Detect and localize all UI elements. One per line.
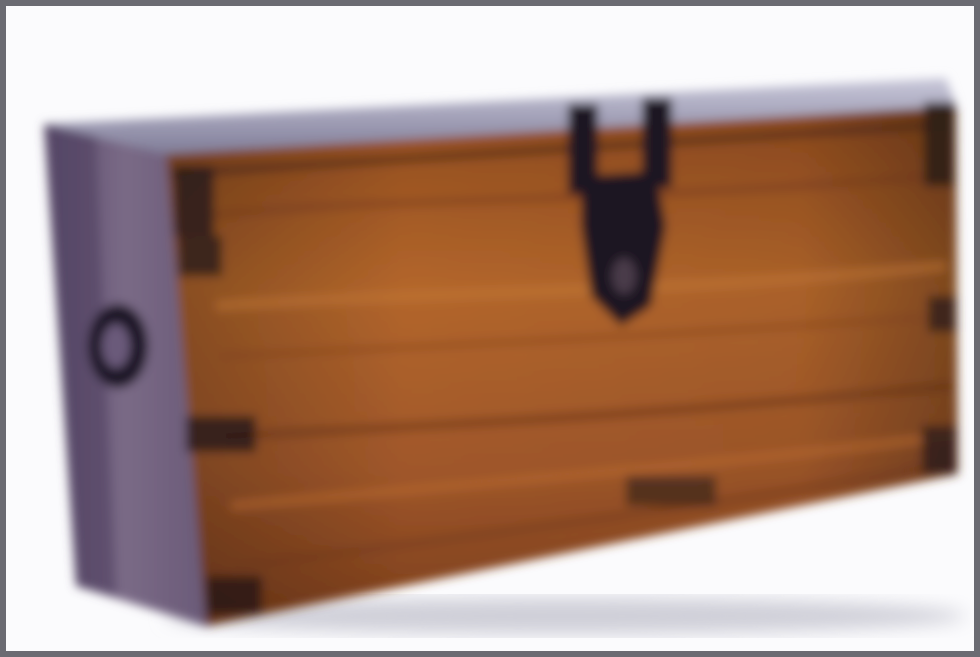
wooden-chest-illustration bbox=[6, 6, 974, 651]
iron-corner-mid-left bbox=[178, 236, 222, 276]
iron-strip-bottom bbox=[626, 476, 716, 506]
iron-corner-top-right bbox=[924, 102, 954, 186]
side-handle bbox=[88, 304, 148, 388]
iron-corner-mid-right bbox=[928, 296, 956, 332]
chest-body bbox=[44, 78, 958, 626]
photo-canvas bbox=[6, 6, 974, 651]
iron-corner-top-left bbox=[174, 166, 214, 236]
iron-corner-bottom-right bbox=[922, 426, 956, 474]
iron-band-left bbox=[186, 416, 256, 452]
iron-corner-bottom-left bbox=[206, 576, 262, 614]
